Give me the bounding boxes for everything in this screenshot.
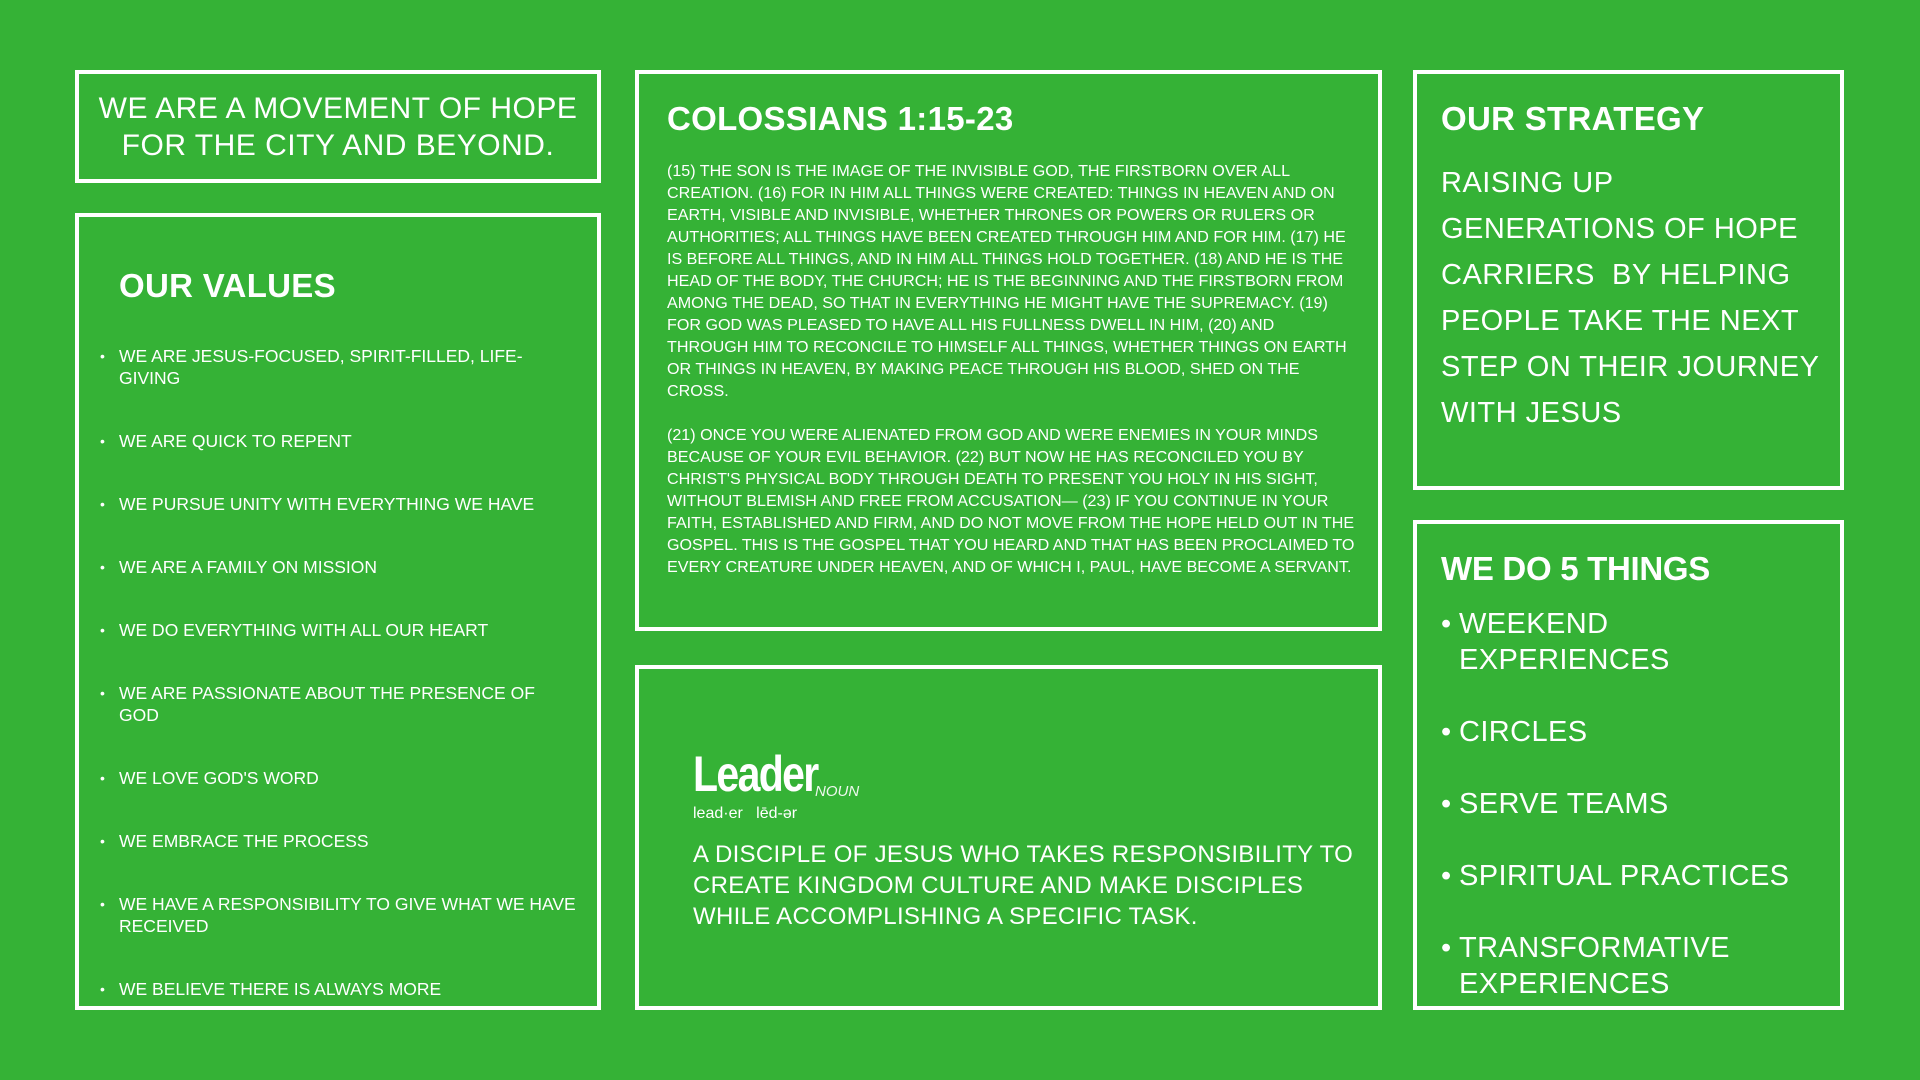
five-things-item-text: WEEKEND EXPERIENCES	[1459, 608, 1670, 676]
values-list	[79, 345, 597, 1041]
value-item-text: WE HAVE A RESPONSIBILITY TO GIVE WHAT WE HAVE RECEIVED	[119, 894, 576, 936]
bullet-icon: •	[100, 981, 105, 997]
strategy-text: RAISING UP GENERATIONS OF HOPE CARRIERS BY HELPING PEOPLE TAKE THE NEXT STEP ON THEIR JOURNEY WITH JESUS	[1441, 167, 1828, 429]
bullet-icon: •	[100, 896, 105, 912]
bullet-icon: •	[100, 685, 105, 701]
value-item	[79, 430, 597, 452]
value-item-text: WE ARE QUICK TO REPENT	[119, 431, 352, 451]
value-item	[79, 556, 597, 578]
bullet-icon: •	[100, 496, 105, 512]
five-things-item-text: CIRCLES	[1459, 716, 1588, 748]
bullet-icon: •	[100, 559, 105, 575]
scripture-box	[635, 70, 1382, 631]
five-things-item	[1417, 858, 1840, 894]
value-item	[79, 830, 597, 852]
bullet-icon: •	[1441, 716, 1452, 748]
scripture-paragraph-1: (15) THE SON IS THE IMAGE OF THE INVISIBLE GOD, THE FIRSTBORN OVER ALL CREATION. (16) FOR IN HIM ALL THINGS WERE CREATED: THINGS IN HEAVEN AND ON EARTH, VISIBLE AND INVISIBLE, WHETHER THRONES OR POWERS OR RULERS OR AUTHORITIES; ALL THINGS HAVE BEEN CREATED THROUGH HIM AND FOR HIM. (17) HE IS BEFORE ALL THINGS, AND IN HIM ALL THINGS HOLD TOGETHER. (18) AND HE IS THE HEAD OF THE BODY, THE CHURCH; HE IS THE BEGINNING AND THE FIRSTBORN FROM AMONG THE DEAD, SO THAT IN EVERYTHING HE MIGHT HAVE THE SUPREMACY. (19) FOR GOD WAS PLEASED TO HAVE ALL HIS FULLNESS DWELL IN HIM, (20) AND THROUGH HIM TO RECONCILE TO HIMSELF ALL THINGS, WHETHER THINGS ON EARTH OR THINGS IN HEAVEN, BY MAKING PEACE THROUGH HIS BLOOD, SHED ON THE CROSS.	[667, 162, 1347, 400]
scripture-paragraph-2: (21) ONCE YOU WERE ALIENATED FROM GOD AND WERE ENEMIES IN YOUR MINDS BECAUSE OF YOUR EVIL BEHAVIOR. (22) BUT NOW HE HAS RECONCILED YOU BY CHRIST'S PHYSICAL BODY THROUGH DEATH TO PRESENT YOU HOLY IN HIS SIGHT, WITHOUT BLEMISH AND FREE FROM ACCUSATION— (23) IF YOU CONTINUE IN YOUR FAITH, ESTABLISHED AND FIRM, AND DO NOT MOVE FROM THE HOPE HELD OUT IN THE GOSPEL. THIS IS THE GOSPEL THAT YOU HEARD AND THAT HAS BEEN PROCLAIMED TO EVERY CREATURE UNDER HEAVEN, AND OF WHICH I, PAUL, HAVE BECOME A SERVANT.	[667, 426, 1355, 576]
five-things-list	[1417, 606, 1840, 1038]
strategy-box	[1413, 70, 1844, 490]
five-things-item-text: SERVE TEAMS	[1459, 788, 1669, 820]
mission-line-2: FOR THE CITY AND BEYOND.	[121, 128, 555, 162]
value-item	[79, 619, 597, 641]
five-things-item	[1417, 606, 1840, 678]
leader-word: Leader	[693, 746, 818, 802]
leader-definition-box	[635, 665, 1382, 1010]
value-item-text: WE EMBRACE THE PROCESS	[119, 831, 369, 851]
bullet-icon: •	[1441, 608, 1452, 640]
value-item-text: WE BELIEVE THERE IS ALWAYS MORE	[119, 979, 442, 999]
value-item	[79, 493, 597, 515]
five-things-item-text: SPIRITUAL PRACTICES	[1459, 860, 1790, 892]
bullet-icon: •	[100, 348, 105, 364]
value-item	[79, 893, 597, 937]
value-item	[79, 767, 597, 789]
value-item-text: WE DO EVERYTHING WITH ALL OUR HEART	[119, 620, 489, 640]
bullet-icon: •	[1441, 860, 1452, 892]
value-item	[79, 978, 597, 1000]
value-item-text: WE ARE A FAMILY ON MISSION	[119, 557, 378, 577]
value-item	[79, 345, 597, 389]
bullet-icon: •	[100, 833, 105, 849]
five-things-box	[1413, 520, 1844, 1010]
value-item-text: WE LOVE GOD'S WORD	[119, 768, 319, 788]
mission-box	[75, 70, 601, 183]
bullet-icon: •	[100, 622, 105, 638]
value-item-text: WE ARE PASSIONATE ABOUT THE PRESENCE OF GOD	[119, 683, 535, 725]
mission-line-1: WE ARE A MOVEMENT OF HOPE	[98, 91, 578, 125]
five-things-item	[1417, 714, 1840, 750]
mission-statement	[99, 90, 578, 164]
value-item-text: WE PURSUE UNITY WITH EVERYTHING WE HAVE	[119, 494, 535, 514]
strategy-title: OUR STRATEGY	[1441, 100, 1705, 137]
five-things-item-text: TRANSFORMATIVE EXPERIENCES	[1459, 932, 1730, 1000]
five-things-item	[1417, 786, 1840, 822]
bullet-icon: •	[100, 770, 105, 786]
scripture-title: COLOSSIANS 1:15-23	[667, 100, 1014, 137]
bullet-icon: •	[100, 433, 105, 449]
value-item	[79, 682, 597, 726]
five-things-title: WE DO 5 THINGS	[1441, 550, 1710, 587]
bullet-icon: •	[1441, 932, 1452, 964]
five-things-item	[1417, 930, 1840, 1002]
pronunciation: lead·er lēd-ər	[693, 805, 798, 822]
leader-definition: A DISCIPLE OF JESUS WHO TAKES RESPONSIBILITY TO CREATE KINGDOM CULTURE AND MAKE DISCIPLES WHILE ACCOMPLISHING A SPECIFIC TASK.	[693, 841, 1354, 930]
bullet-icon: •	[1441, 788, 1452, 820]
part-of-speech: NOUN	[815, 783, 860, 800]
values-box	[75, 213, 601, 1010]
value-item-text: WE ARE JESUS-FOCUSED, SPIRIT-FILLED, LIFE-GIVING	[119, 346, 523, 388]
values-title: OUR VALUES	[119, 267, 336, 304]
